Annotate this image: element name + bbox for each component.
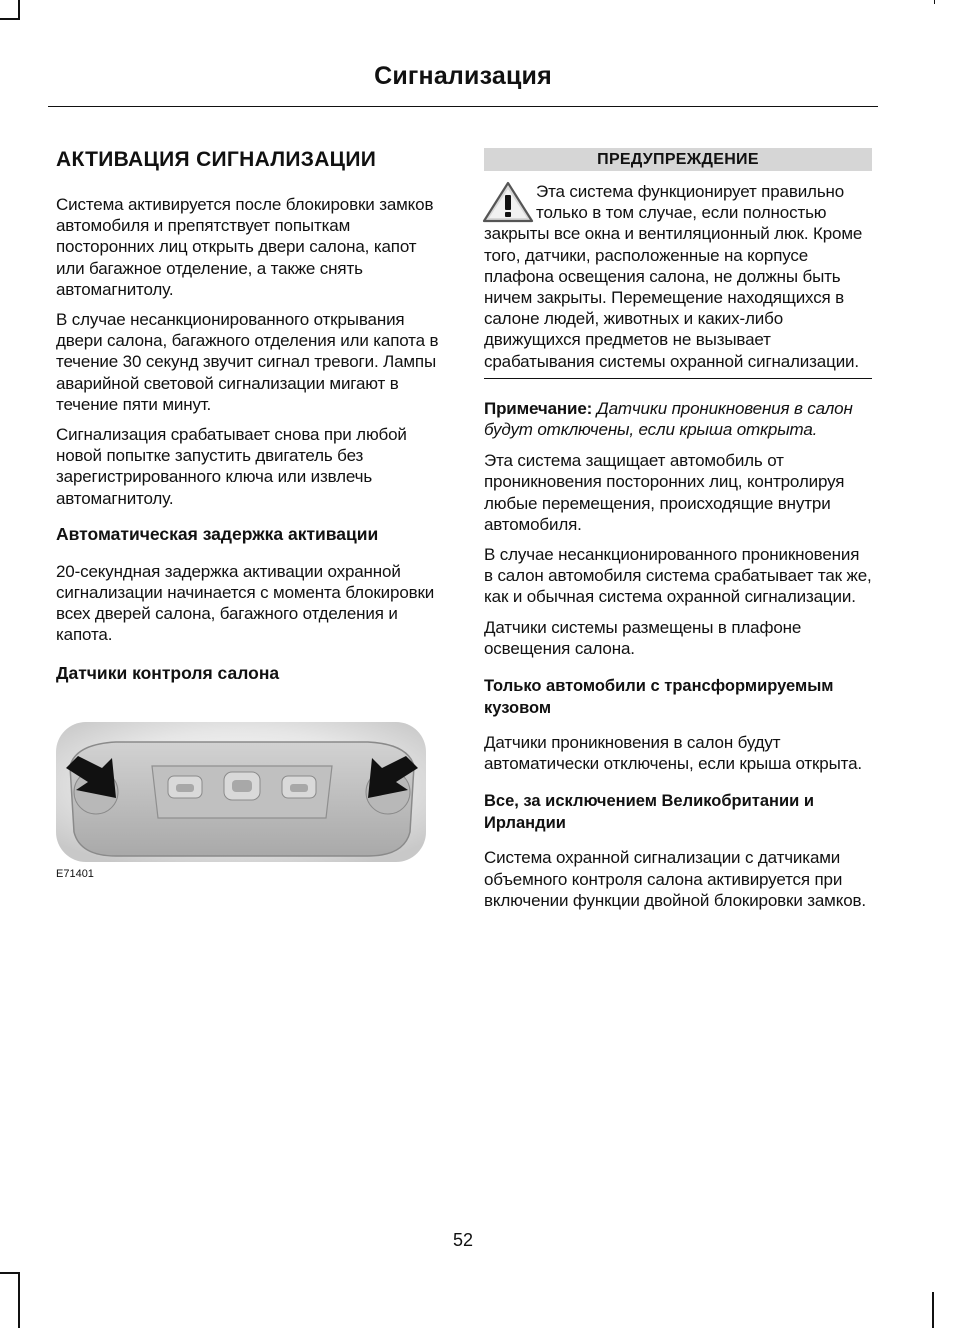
subsection-title: Автоматическая задержка активации [56, 523, 379, 544]
page-number: 52 [452, 1230, 474, 1250]
warning-triangle-icon [482, 181, 534, 223]
paragraph: В случае несанкционированного открывания двери салона, багажного отделения или капота в течение 30 секунд звучит сигнал тревоги. Лампы аварийной световой сигнализации мигают в течение пяти минут. [56, 310, 439, 414]
overhead-console-image [56, 714, 428, 864]
page-title: Сигнализация [374, 62, 552, 90]
section-title: АКТИВАЦИЯ СИГНАЛИЗАЦИИ [56, 148, 377, 171]
paragraph: Система активируется после блокировки замков автомобиля и препятствует попыткам посторонних лиц открыть двери салона, капот или багажное отделение, а также снять автомагнитолу. [56, 195, 434, 299]
paragraph: Система охранной сигнализации с датчиками объемного контроля салона активируется при включении функции двойной блокировки замков. [484, 848, 866, 910]
crop-mark [932, 1292, 934, 1328]
crop-mark [18, 1272, 20, 1328]
subsection-title: Датчики контроля салона [56, 662, 280, 683]
paragraph: В случае несанкционированного проникновения в салон автомобиля система срабатывает так же, как и обычная система охранной сигнализации. [484, 545, 872, 607]
paragraph: Эта система защищает автомобиль от проникновения посторонних лиц, контролируя любые перемещения, происходящие внутри автомобиля. [484, 451, 845, 534]
note-text: Датчики проникновения в салон будут отключены, если крыша открыта. [484, 398, 853, 440]
warning-divider [484, 378, 872, 379]
warning-block [484, 181, 872, 372]
subsection-title: Только автомобили с трансформируемым кузовом [484, 677, 834, 718]
header-divider [48, 106, 878, 107]
subsection-title: Все, за исключением Великобритании и Ирландии [484, 792, 815, 833]
crop-mark [934, 0, 935, 4]
note-label: Примечание: [484, 398, 593, 418]
note [484, 398, 872, 440]
crop-mark [0, 1272, 20, 1274]
left-column [56, 148, 446, 880]
figure-code: E71401 [56, 867, 94, 880]
sensor-illustration [56, 714, 428, 864]
right-column [484, 148, 872, 920]
paragraph: 20-секундная задержка активации охранной сигнализации начинается с момента блокировки всех дверей салона, багажного отделения и капота. [56, 561, 435, 645]
warning-text: Эта система функционирует правильно только в том случае, если полностью закрыты все окна и вентиляционный люк. Кроме того, датчики, расположенные на корпусе плафона освещения салона, не должны быть ничем закрыты. Перемещение находящихся в салоне людей, животных и каких-либо движущихся предметов не вызывает срабатывания системы охранной сигнализации. [484, 182, 863, 371]
paragraph: Датчики системы размещены в плафоне освещения салона. [484, 617, 802, 658]
crop-mark [0, 18, 20, 20]
paragraph: Сигнализация срабатывает снова при любой новой попытке запустить двигатель без зарегистрированного ключа или извлечь автомагнитолу. [56, 425, 407, 508]
crop-mark [18, 0, 20, 20]
paragraph: Датчики проникновения в салон будут автоматически отключены, если крыша открыта. [484, 733, 863, 774]
warning-header: ПРЕДУПРЕЖДЕНИЕ [484, 148, 872, 171]
